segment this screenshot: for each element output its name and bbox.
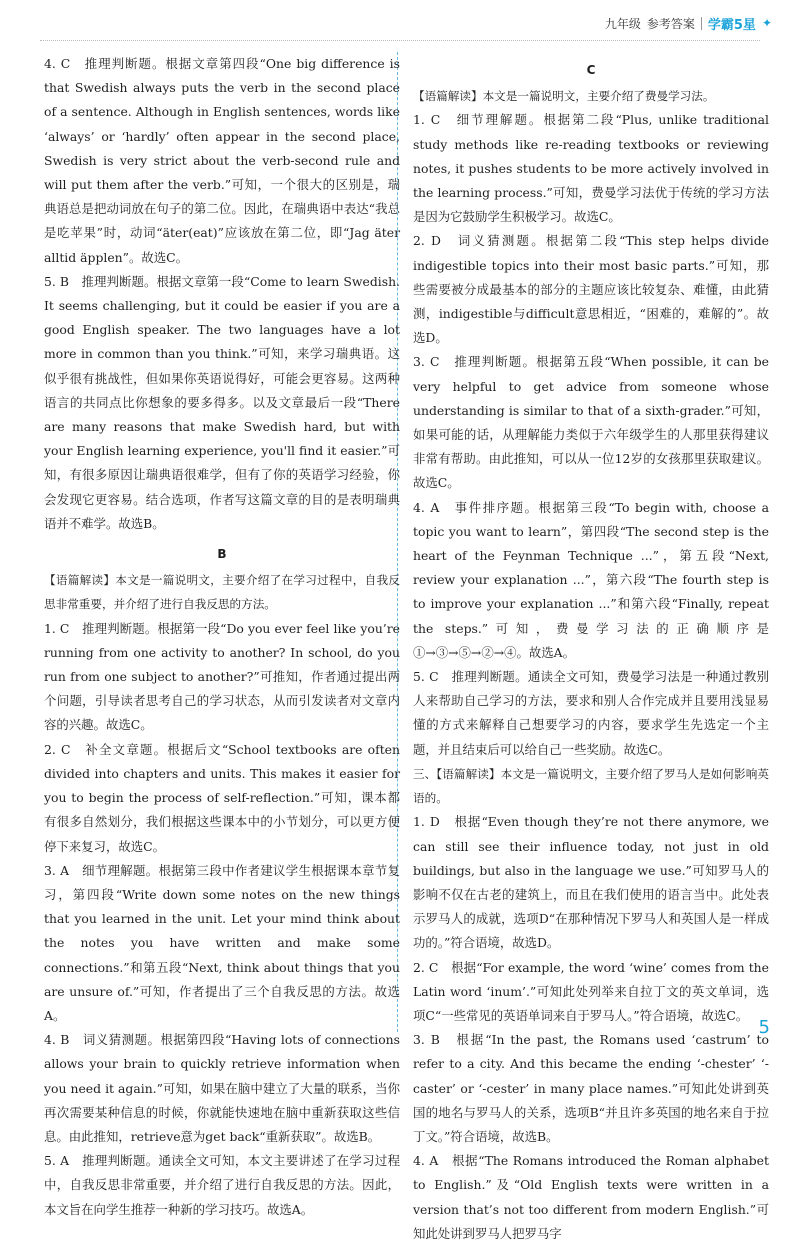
passage-gist-section-3: 三、【语篇解读】本文是一篇说明文，主要介绍了罗马人是如何影响英语的。 (413, 766, 769, 806)
answer-c2: 2. D 词义猜测题。根据第二段“This step helps divide indigestible topics into their most basic parts.”可知，那些需要被分成最基本的部分的主题应该比较复杂、难懂，由此猜测，indigestible与difficult意思相近，“困难的，难解的”。故选D。 (413, 233, 769, 346)
brand-logo: 学霸5星 (707, 17, 756, 33)
answer-3-4: 4. A 根据“The Romans introduced the Roman alphabet to English.”及“Old English texts were written in a version that’s not too different from modern English.”可知此处讲到罗马人把罗马字 (413, 1153, 769, 1241)
passage-gist-c: 【语篇解读】本文是一篇说明文，主要介绍了费曼学习法。 (413, 89, 715, 104)
header-rule (40, 40, 760, 41)
answer-b2: 2. C 补全文章题。根据后文“School textbooks are often divided into chapters and units. This makes it easier for you to begin the process of self-reflection.”可知，课本都有很多自然划分，我们根据这些课本中的小节划分，可以更方便停下来复习，故选C。 (44, 741, 400, 854)
section-label: 参考答案 (646, 16, 695, 31)
answer-b5: 5. A 推理判断题。通读全文可知，本文主要讲述了在学习过程中，自我反思非常重要，并介绍了进行自我反思的方法。因此，本文旨在向学生推荐一种新的学习技巧。故选A。 (44, 1153, 400, 1217)
right-column (413, 52, 769, 1246)
page-number: 5 (758, 1017, 770, 1038)
answer-c1: 1. C 细节理解题。根据第二段“Plus, unlike traditional study methods like re-reading textbooks or reviewing notes, it pushes students to be more actively involved in the learning process.”可知，费曼学习法优于传统的学习方法是因为它鼓励学生积极学习。故选C。 (413, 112, 769, 225)
answer-b1: 1. C 推理判断题。根据第一段“Do you ever feel like you’re running from one activity to another? In school, do you run from one subject to another?”可推知，作者通过提出两个问题，引导读者思考自己的学习状态，从而引发读者对文章内容的兴趣。故选C。 (44, 620, 400, 733)
answer-c3: 3. C 推理判断题。根据第五段“When possible, it can be very helpful to get advice from someone whose understanding is similar to that of a sixth-grader.”可知，如果可能的话，从理解能力类似于六年级学生的人那里获得建议非常有帮助。由此推知，可以从一位12岁的女孩那里获取建议。故选C。 (413, 354, 769, 491)
answer-c4: 4. A 事件排序题。根据第三段“To begin with, choose a topic you want to learn”，第四段“The second step is the heart of the Feynman Technique ...”，第五段“Next, review your explanation ...”，第六段“The fourth step is to improve your explanation ...”和第六段“Finally, repeat the steps.”可知，费曼学习法的正确顺序是①→③→⑤→②→④。故选A。 (413, 499, 769, 660)
answer-a4: 4. C 推理判断题。根据文章第四段“One big difference is that Swedish always puts the verb in the second place of a sentence. Although in English sentences, words like ‘always’ or ‘hardly’ often appear in the second place, Swedish is very strict about the verb-second rule and will put them after the verb.”可知，一个很大的区别是，瑞典语总是把动词放在句子的第二位。因此，在瑞典语中表达“我总是吃苹果”时，动词“äter(eat)”应该放在第二位，即“Jag äter alltid äpplen”。故选C。 (44, 56, 400, 265)
grade-label: 九年级 (604, 16, 641, 31)
section-heading-b: B (217, 547, 227, 562)
section-heading-c: C (586, 63, 596, 77)
left-column (44, 52, 400, 1222)
answer-c5: 5. C 推理判断题。通读全文可知，费曼学习法是一种通过教别人来帮助自己学习的方法，要求和别人合作完成并且要用浅显易懂的方式来解释自己想要学习的内容，要求学生先选定一个主题，并且结束后可以给自己一些奖励。故选C。 (413, 669, 769, 757)
answer-b3: 3. A 细节理解题。根据第三段中作者建议学生根据课本章节复习，第四段“Write down some notes on the new things that you learned in the unit. Let your mind think about the notes you have written and make some connections.”和第五段“Next, think about things that you are unsure of.”可知，作者提出了三个自我反思的方法。故选A。 (44, 862, 400, 1023)
star-icon: ✦ (761, 16, 772, 30)
answer-3-3: 3. B 根据“In the past, the Romans used ‘castrum’ to refer to a city. And this became the ending ‘-chester’ ‘-caster’ or ‘-cester’ in many place names.”可知此处讲到英国的地名与罗马人的关系，选项B“并且许多英国的地名来自于拉丁文。”符合语境，故选B。 (413, 1032, 769, 1144)
answer-3-2: 2. C 根据“For example, the word ‘wine’ comes from the Latin word ‘inum’.”可知此处列举来自拉丁文的英文单词，选项C“一些常见的英语单词来自于罗马人。”符合语境，故选C。 (413, 959, 769, 1023)
answer-b4: 4. B 词义猜测题。根据第四段“Having lots of connections allows your brain to quickly retrieve information when you need it again.”可知，如果在脑中建立了大量的联系，当你再次需要某种信息的时候，你就能快速地在脑中重新获取这些信息。由此推知，retrieve意为get back“重新获取”。故选B。 (44, 1032, 400, 1144)
answer-a5: 5. B 推理判断题。根据文章第一段“Come to learn Swedish. It seems challenging, but it could be easier if you are a good English speaker. The two languages have a lot more in common than you think.”可知，来学习瑞典语。这似乎很有挑战性，但如果你英语说得好，可能会更容易。这两种语言的共同点比你想象的要多得多。以及文章最后一段“There are many reasons that make Swedish hard, but with your English learning experience, you'll find it easier.”可知，有很多原因让瑞典语很难学，但有了你的英语学习经验，你会发现它更容易。结合选项，作者写这篇文章的目的是表明瑞典语并不难学。故选B。 (44, 273, 400, 531)
header-separator (701, 17, 702, 30)
passage-gist-b: 【语篇解读】本文是一篇说明文，主要介绍了在学习过程中，自我反思非常重要，并介绍了进行自我反思的方法。 (44, 573, 400, 612)
answer-3-1: 1. D 根据“Even though they’re not there anymore, we can still see their influence today, not just in old buildings, but also in the language we use.”可知罗马人的影响不仅在古老的建筑上，而且在我们使用的语言当中。此处表示罗马人的成就，选项D“在那种情况下罗马人和英国人是一样成功的。”符合语境，故选D。 (413, 814, 769, 951)
page-header (605, 8, 772, 38)
